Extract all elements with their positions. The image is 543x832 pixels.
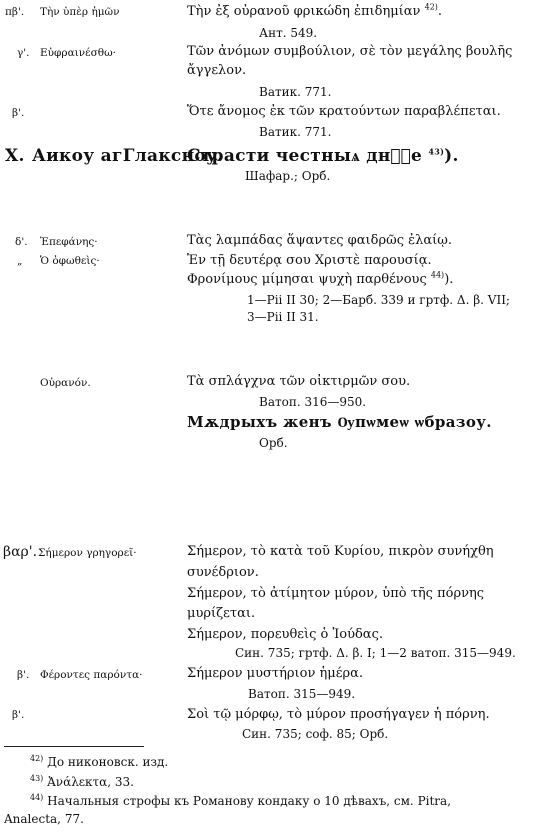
entry-text: Ἐν τῇ δευτέρᾳ σου Χριστὲ παρουσίᾳ. (187, 253, 432, 268)
entry-label-number: β'. (12, 107, 25, 119)
entry-label: Σήμερον γρηγορεῖ· (38, 547, 137, 559)
entry-source: Ватик. 771. (259, 85, 332, 99)
entry-text (187, 2, 443, 19)
entry-source: Орб. (259, 436, 288, 450)
footnote-text: Начальныя строфы къ Романову кондаку о 10 дѣвахъ, см. Pitra, (47, 794, 452, 808)
footnote-mark: 44) (30, 793, 44, 802)
entry-text-tail: . (437, 4, 443, 19)
entry-label-number: δ'. (15, 236, 28, 248)
entry-label: Φέροντες παρόντα· (40, 669, 143, 681)
entry-label-number: γ'. (17, 47, 30, 59)
entry-source: 1—Pii II 30; 2—Барб. 339 и гртф. Δ. β. VII; (247, 293, 510, 307)
slavonic-label-number: Х. (5, 146, 25, 166)
slavonic-text-main: Страсти честныѧ днⷭ҇е (187, 146, 423, 166)
entry-source: Шафар.; Орб. (245, 169, 331, 183)
entry-text: Τὰς λαμπάδας ἅψαντες φαιδρῶς ἐλαίῳ. (187, 233, 452, 248)
slavonic-label: Аикоу агГлаксноу. (32, 146, 224, 166)
entry-text: Σοὶ τῷ μόρφῳ, τὸ μύρον προσήγαγεν ἡ πόρνη. (187, 707, 490, 722)
entry-label-number: β'. (12, 709, 25, 721)
entry-text-line: Σήμερον, πορευθεὶς ὁ Ἰούδας. (187, 627, 384, 642)
entry-text (187, 270, 454, 287)
entry-label: Τὴν ὑπὲρ ἡμῶν (40, 6, 120, 18)
footnote-ref: 44) (430, 270, 445, 280)
entry-source: Ватоп. 316—950. (259, 395, 367, 409)
slavonic-text: Мѫдрыхъ женъ Ѹпѡмеѡ ѡбразоу. (187, 413, 492, 431)
footnote-text: Ἀνάλεκτα, 33. (47, 775, 134, 789)
entry-label-number: βαρ'. (3, 544, 38, 560)
entry-text: Ὅτε ἄνομος ἐκ τῶν κρατούντων παραβλέπεται. (187, 104, 501, 119)
entry-text-line: Τῶν ἀνόμων συμβούλιον, σὲ τὸν μεγάλης βουλῆς (187, 44, 513, 59)
entry-source: Син. 735; гртф. Δ. β. I; 1—2 ватоп. 315—949. (235, 646, 516, 660)
footnote-ref: 43) (428, 146, 445, 157)
footnote-rule (4, 746, 144, 747)
entry-label-number: β'. (17, 669, 30, 681)
entry-text-main: Τὴν ἐξ οὐρανοῦ φρικώδη ἐπιδημίαν (187, 4, 421, 19)
footnote-42 (30, 756, 168, 768)
entry-text: Σήμερον μυστήριον ἡμέρα. (187, 666, 364, 681)
entry-source: Ант. 549. (259, 26, 318, 40)
entry-label-number: πβ'. (5, 6, 25, 18)
slavonic-text-tail: ). (444, 146, 459, 166)
footnote-44-continued: Analecta, 77. (4, 812, 84, 826)
entry-text-line: Σήμερον, τὸ ἀτίμητον μύρον, ὑπὸ τῆς πόρνης (187, 586, 485, 601)
footnote-mark: 43) (30, 774, 44, 783)
entry-label: Ὁ ὀφωθεὶς· (40, 255, 100, 267)
footnote-text: До никоновск. изд. (47, 755, 169, 769)
entry-source: Син. 735; соф. 85; Орб. (242, 727, 389, 741)
entry-text-tail: ). (444, 272, 454, 287)
entry-source: Ватоп. 315—949. (248, 687, 356, 701)
footnote-ref: 42) (424, 2, 438, 12)
entry-text-main: Φρονίμους μίμησαι ψυχὴ παρθένους (187, 272, 427, 287)
entry-label: Ἐπεφάνης· (40, 236, 98, 248)
slavonic-text (187, 148, 459, 165)
entry-text-line: Σήμερον, τὸ κατὰ τοῦ Κυρίου, πικρὸν συνήχθη (187, 544, 494, 559)
entry-source: Ватик. 771. (259, 125, 332, 139)
entry-source: 3—Pii II 31. (247, 310, 319, 324)
entry-text: Τὰ σπλάγχνα τῶν οἰκτιρμῶν σου. (187, 374, 411, 389)
entry-label: Οὐρανόν. (40, 377, 91, 389)
entry-text-line: συνέδριον. (187, 565, 259, 580)
entry-label-number: „ (17, 255, 23, 267)
entry-text-line: ἄγγελον. (187, 63, 247, 78)
footnote-44 (30, 795, 451, 807)
entry-label: Εὐφραινέσθω· (40, 47, 116, 59)
footnote-43 (30, 776, 134, 788)
footnote-mark: 42) (30, 754, 44, 763)
entry-text-line: μυρίζεται. (187, 606, 256, 621)
